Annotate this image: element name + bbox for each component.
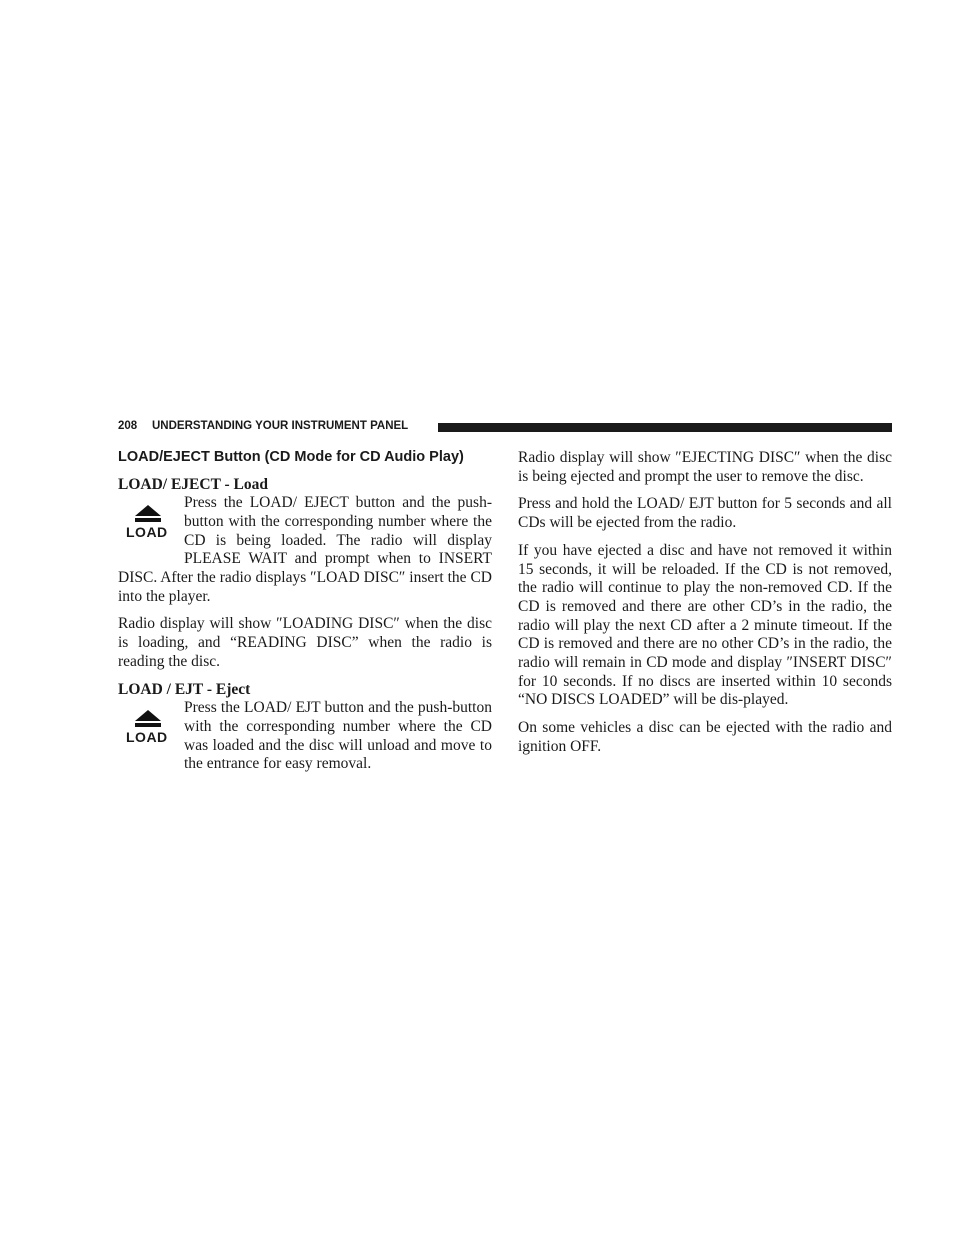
right-column bbox=[518, 449, 892, 766]
section-heading: LOAD/EJECT Button (CD Mode for CD Audio Play) bbox=[118, 449, 464, 465]
eject-icon bbox=[118, 497, 184, 553]
left-column bbox=[118, 449, 492, 783]
loading-paragraph: Radio display will show ″LOADING DISC″ when the disc is loading, and “READING DISC” when the radio is reading the disc. bbox=[118, 615, 492, 670]
eject-block bbox=[118, 699, 492, 774]
eject-triangle bbox=[135, 710, 161, 721]
eject-bar bbox=[135, 723, 161, 727]
paragraph: Press and hold the LOAD/ EJT button for 5 seconds and all CDs will be ejected from the radio. bbox=[518, 495, 892, 532]
load-block bbox=[118, 494, 492, 606]
page-number: 208 bbox=[118, 420, 138, 432]
page-header bbox=[118, 419, 892, 435]
load-text: Press the LOAD/ EJECT button and the push-button with the corresponding number where the CD is being loaded. The radio will display PLEASE WAIT and prompt when to INSERT DISC. After the radio displays ″LOAD DISC″ insert the CD into the player. bbox=[118, 494, 492, 605]
load-icon-label: LOAD bbox=[126, 524, 168, 541]
eject-text: Press the LOAD/ EJT button and the push-button with the corresponding number where the CD was loaded and the disc will unload and move to the entrance for easy removal. bbox=[184, 699, 492, 773]
eject-triangle bbox=[135, 505, 161, 516]
load-icon-label: LOAD bbox=[126, 729, 168, 746]
header-rule bbox=[438, 423, 892, 432]
paragraph: On some vehicles a disc can be ejected with the radio and ignition OFF. bbox=[518, 719, 892, 755]
running-title: UNDERSTANDING YOUR INSTRUMENT PANEL bbox=[152, 420, 409, 432]
load-subheading: LOAD/ EJECT - Load bbox=[118, 475, 269, 493]
eject-bar bbox=[135, 518, 161, 522]
eject-icon bbox=[118, 702, 184, 758]
paragraph: If you have ejected a disc and have not removed it within 15 seconds, it will be reloaded. If the CD is not removed, the radio will continue to play the non-removed CD. If the CD is removed and there are other CD’s in the radio, the radio will play the next CD after a 2 minute timeout. If the CD is removed and there are no other CD’s in the radio, the radio will remain in CD mode and display ″INSERT DISC″ for 10 seconds. If no discs are inserted within 10 seconds “NO DISCS LOADED” will be dis-played. bbox=[518, 541, 892, 709]
paragraph: Radio display will show ″EJECTING DISC″ when the disc is being ejected and prompt the user to remove the disc. bbox=[518, 449, 892, 485]
eject-subheading: LOAD / EJT - Eject bbox=[118, 680, 251, 698]
